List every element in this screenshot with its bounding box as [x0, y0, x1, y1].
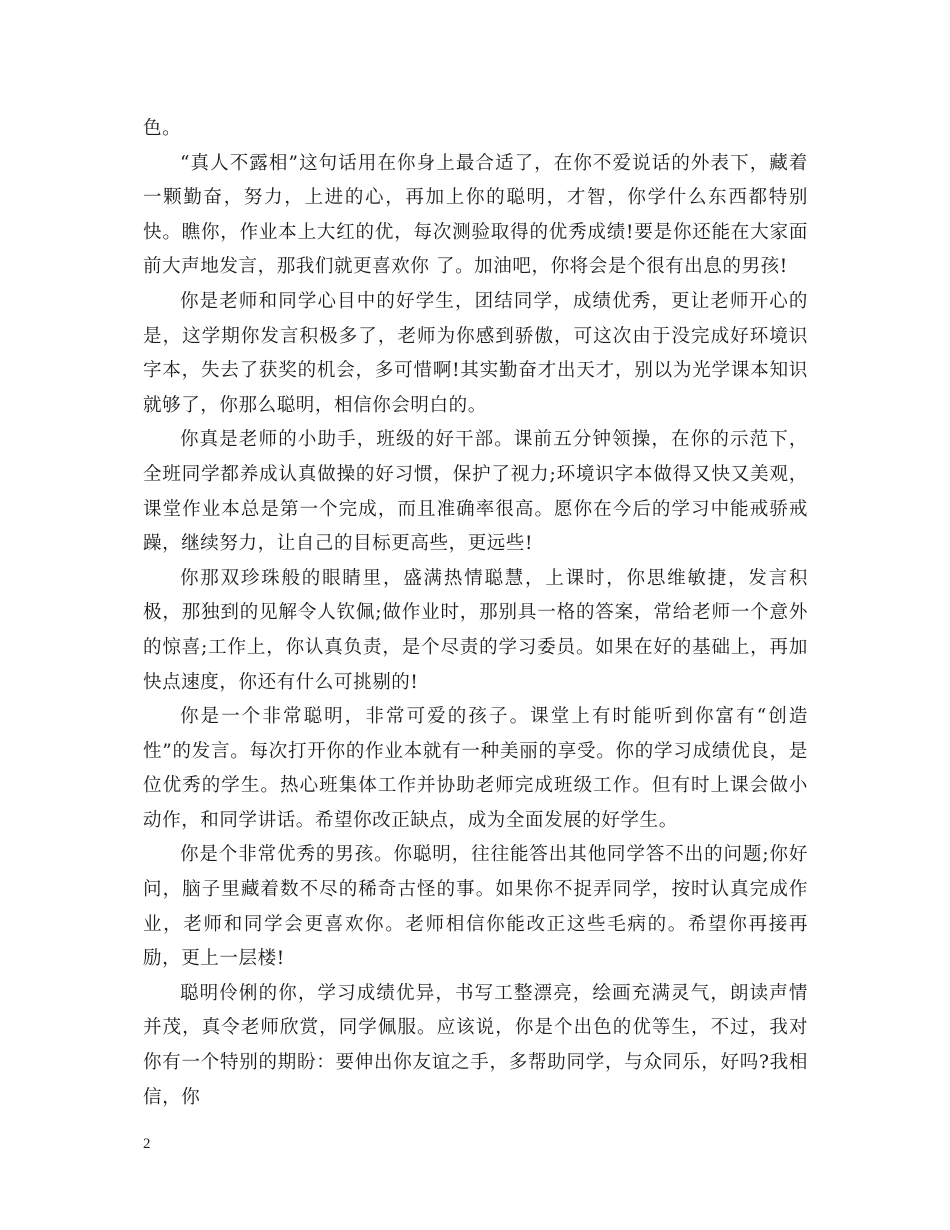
paragraph-3: 你是老师和同学心目中的好学生，团结同学，成绩优秀，更让老师开心的是，这学期你发言积极多了，老师为你感到骄傲，可这次由于没完成好环境识字本，失去了获奖的机会，多可惜啊!其实勤奋才出天才，别以为光学课本知识就够了，你那么聪明，相信你会明白的。: [143, 290, 808, 416]
document-page: [143, 112, 808, 1115]
paragraph-4: 你真是老师的小助手，班级的好干部。课前五分钟领操，在你的示范下，全班同学都养成认真做操的好习惯，保护了视力;环境识字本做得又快又美观，课堂作业本总是第一个完成，而且准确率很高。愿你在今后的学习中能戒骄戒躁，继续努力，让自己的目标更高些，更远些!: [143, 429, 808, 555]
paragraph-2: “真人不露相”这句话用在你身上最合适了，在你不爱说话的外表下，藏着一颗勤奋，努力，上进的心，再加上你的聪明，才智，你学什么东西都特别快。瞧你，作业本上大红的优，每次测验取得的优秀成绩!要是你还能在大家面前大声地发言，那我们就更喜欢你 了。加油吧，你将会是个很有出息的男孩!: [143, 152, 808, 278]
page-number: 2: [143, 1136, 151, 1152]
paragraph-6: 你是一个非常聪明，非常可爱的孩子。课堂上有时能听到你富有“创造性”的发言。每次打开你的作业本就有一种美丽的享受。你的学习成绩优良，是位优秀的学生。热心班集体工作并协助老师完成班级工作。但有时上课会做小动作，和同学讲话。希望你改正缺点，成为全面发展的好学生。: [143, 706, 808, 831]
paragraph-5: 你那双珍珠般的眼睛里，盛满热情聪慧，上课时，你思维敏捷，发言积极，那独到的见解令人钦佩;做作业时，那别具一格的答案，常给老师一个意外的惊喜;工作上，你认真负责，是个尽责的学习委员。如果在好的基础上，再加快点速度，你还有什么可挑剔的!: [143, 567, 808, 693]
paragraph-1: 色。: [143, 118, 182, 139]
paragraph-7: 你是个非常优秀的男孩。你聪明，往往能答出其他同学答不出的问题;你好问，脑子里藏着数不尽的稀奇古怪的事。如果你不捉弄同学，按时认真完成作业，老师和同学会更喜欢你。老师相信你能改正这些毛病的。希望你再接再励，更上一层楼!: [143, 844, 808, 970]
paragraph-8: 聪明伶俐的你，学习成绩优异，书写工整漂亮，绘画充满灵气，朗读声情并茂，真令老师欣赏，同学佩服。应该说，你是个出色的优等生，不过，我对你有一个特别的期盼：要伸出你友谊之手，多帮助同学，与众同乐，好吗?我相信，你: [143, 982, 808, 1108]
